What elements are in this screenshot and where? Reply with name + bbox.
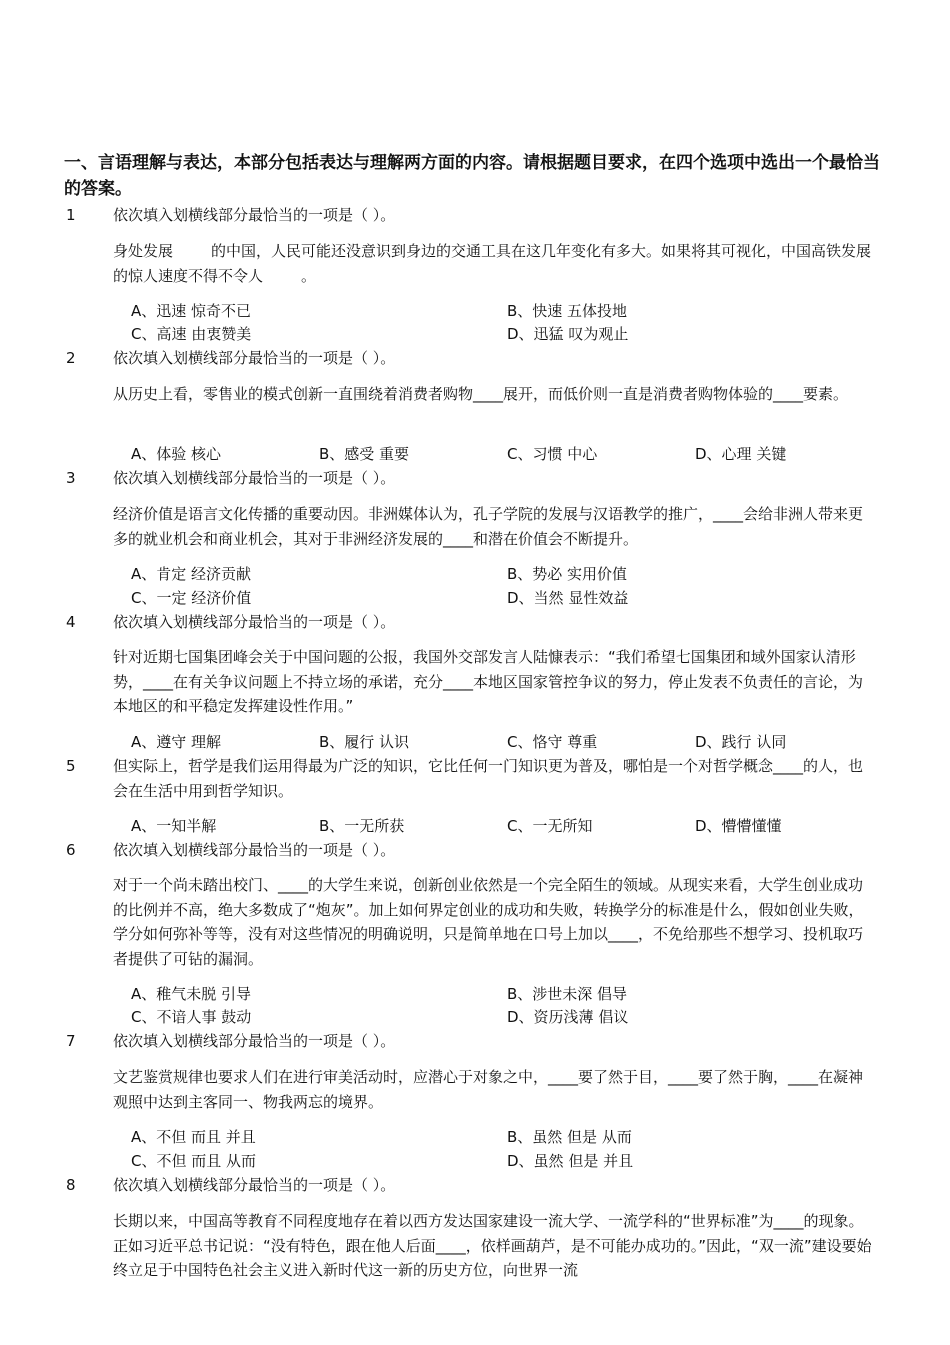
question-number: 2: [66, 349, 76, 367]
section-title: 一、言语理解与表达，本部分包括表达与理解两方面的内容。请根据题目要求，在四个选项中选出一个最恰当的答案。: [64, 153, 880, 199]
option-a: A、遵守 理解: [131, 733, 222, 751]
question-stem: 从历史上看，零售业的模式创新一直围绕着消费者购物____展开，而低价则一直是消费者购物体验的____要素。: [113, 385, 849, 403]
question-number: 5: [66, 757, 76, 775]
question-number: 7: [66, 1032, 76, 1050]
stem-part: 。: [301, 266, 317, 285]
option-d: D、践行 认同: [695, 733, 787, 751]
option-d: D、当然 显性效益: [507, 589, 629, 607]
option-c: C、恪守 尊重: [507, 733, 598, 751]
stem-part: 身处发展: [113, 242, 174, 260]
option-c: C、不但 而且 从而: [131, 1152, 257, 1170]
question-prompt: 依次填入划横线部分最恰当的一项是（ ）。: [113, 1176, 396, 1194]
question-number: 1: [66, 206, 76, 224]
option-a: A、不但 而且 并且: [131, 1128, 256, 1146]
question-prompt: 依次填入划横线部分最恰当的一项是（ ）。: [113, 206, 396, 224]
question-prompt: 依次填入划横线部分最恰当的一项是（ ）。: [113, 349, 396, 367]
option-d: D、资历浅薄 倡议: [507, 1008, 629, 1026]
option-b: B、一无所获: [319, 817, 405, 835]
option-b: B、履行 认识: [319, 733, 410, 751]
question-prompt: 依次填入划横线部分最恰当的一项是（ ）。: [113, 613, 396, 631]
question-number: 4: [66, 613, 76, 631]
question-prompt: 依次填入划横线部分最恰当的一项是（ ）。: [113, 469, 396, 487]
option-d: D、心理 关键: [695, 445, 787, 463]
question-stem: [113, 239, 873, 288]
question-stem: 针对近期七国集团峰会关于中国问题的公报，我国外交部发言人陆慷表示：“我们希望七国集团和域外国家认清形势，____在有关争议问题上不持立场的承诺，充分____本地区国家管控争议的努力，停止发表不负责任的言论，为本地区的和平稳定发挥建设性作用。”: [113, 648, 864, 715]
question-prompt: 依次填入划横线部分最恰当的一项是（ ）。: [113, 841, 396, 859]
stem-part: 的中国，人民可能还没意识到身边的交通工具在这几年变化有多大。如果将其可视化，中国高铁发展的惊人速度不得不令人: [113, 242, 872, 285]
option-c: C、不谙人事 鼓动: [131, 1008, 252, 1026]
option-b: B、虽然 但是 从而: [507, 1128, 632, 1146]
option-b: B、势必 实用价值: [507, 565, 628, 583]
option-a: A、稚气未脱 引导: [131, 985, 252, 1003]
option-a: A、迅速 惊奇不已: [131, 302, 252, 320]
question-stem: 对于一个尚未踏出校门、____的大学生来说，创新创业依然是一个完全陌生的领域。从现实来看，大学生创业成功的比例并不高，绝大多数成了“炮灰”。加上如何界定创业的成功和失败，转换学分的标准是什么，假如创业失败，学分如何弥补等等，没有对这些情况的明确说明，只是简单地在口号上加以____，不免给那些不想学习、投机取巧者提供了可钻的漏洞。: [113, 876, 864, 968]
question-number: 8: [66, 1176, 76, 1194]
question-stem: 经济价值是语言文化传播的重要动因。非洲媒体认为，孔子学院的发展与汉语教学的推广，____会给非洲人带来更多的就业机会和商业机会，其对于非洲经济发展的____和潜在价值会不断提升。: [113, 505, 864, 548]
option-a: A、肯定 经济贡献: [131, 565, 252, 583]
question-number: 6: [66, 841, 76, 859]
question-prompt: 依次填入划横线部分最恰当的一项是（ ）。: [113, 1032, 396, 1050]
option-d: D、虽然 但是 并且: [507, 1152, 634, 1170]
question-number: 3: [66, 469, 76, 487]
option-c: C、一无所知: [507, 817, 593, 835]
option-c: C、一定 经济价值: [131, 589, 252, 607]
option-d: D、懵懵懂懂: [695, 817, 782, 835]
option-a: A、体验 核心: [131, 445, 222, 463]
question-prompt: 但实际上，哲学是我们运用得最为广泛的知识，它比任何一门知识更为普及，哪怕是一个对哲学概念____的人，也会在生活中用到哲学知识。: [113, 757, 864, 800]
option-a: A、一知半解: [131, 817, 217, 835]
option-b: B、感受 重要: [319, 445, 410, 463]
question-stem: 长期以来，中国高等教育不同程度地存在着以西方发达国家建设一流大学、一流学科的“世界标准”为____的现象。正如习近平总书记说：“没有特色，跟在他人后面____，依样画葫芦，是不可能办成功的。”因此，“双一流”建设要始终立足于中国特色社会主义进入新时代这一新的历史方位，向世界一流: [113, 1212, 872, 1279]
question-stem: 文艺鉴赏规律也要求人们在进行审美活动时，应潜心于对象之中，____要了然于目，____要了然于胸，____在凝神观照中达到主客同一、物我两忘的境界。: [113, 1068, 864, 1111]
option-c: C、习惯 中心: [507, 445, 598, 463]
option-b: B、涉世未深 倡导: [507, 985, 628, 1003]
option-c: C、高速 由衷赞美: [131, 325, 252, 343]
option-b: B、快速 五体投地: [507, 302, 628, 320]
option-d: D、迅猛 叹为观止: [507, 325, 629, 343]
